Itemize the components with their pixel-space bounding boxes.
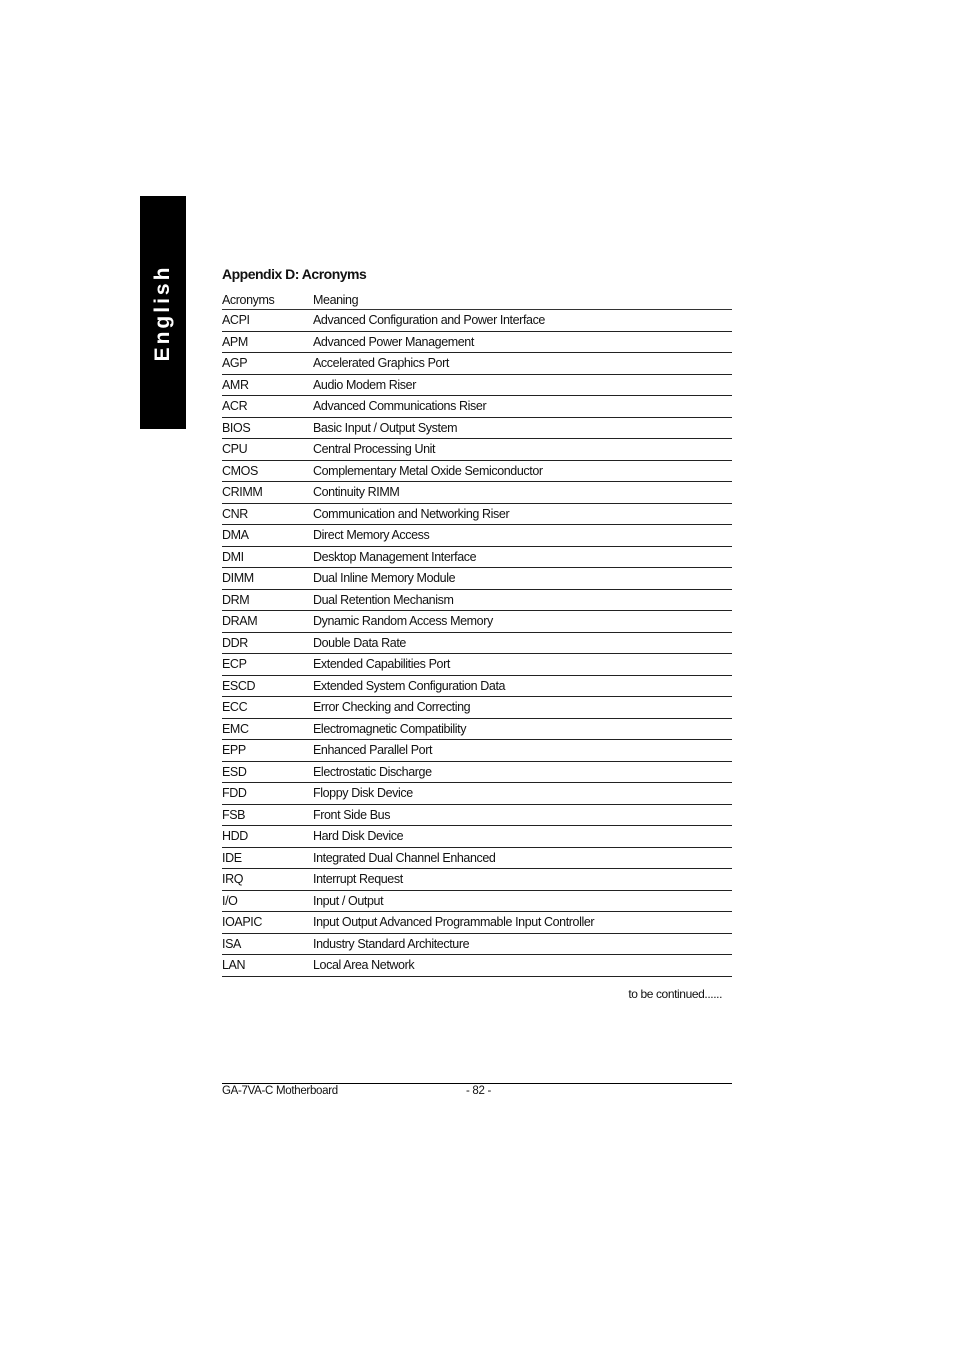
table-row xyxy=(222,654,732,676)
column-header-meaning: Meaning xyxy=(313,290,732,310)
table-row xyxy=(222,955,732,977)
meaning-cell: Continuity RIMM xyxy=(313,482,732,504)
meaning-cell: Integrated Dual Channel Enhanced xyxy=(313,847,732,869)
meaning-cell: Accelerated Graphics Port xyxy=(313,353,732,375)
acronym-cell: ACPI xyxy=(222,310,313,332)
table-row xyxy=(222,460,732,482)
table-row xyxy=(222,374,732,396)
meaning-cell: Enhanced Parallel Port xyxy=(313,740,732,762)
table-row xyxy=(222,697,732,719)
acronym-cell: ISA xyxy=(222,933,313,955)
acronym-cell: ACR xyxy=(222,396,313,418)
table-row xyxy=(222,869,732,891)
table-row xyxy=(222,568,732,590)
acronym-cell: LAN xyxy=(222,955,313,977)
meaning-cell: Advanced Communications Riser xyxy=(313,396,732,418)
acronym-cell: DRM xyxy=(222,589,313,611)
column-header-acronyms: Acronyms xyxy=(222,290,313,310)
table-row xyxy=(222,525,732,547)
meaning-cell: Hard Disk Device xyxy=(313,826,732,848)
meaning-cell: Complementary Metal Oxide Semiconductor xyxy=(313,460,732,482)
meaning-cell: Basic Input / Output System xyxy=(313,417,732,439)
acronym-cell: IDE xyxy=(222,847,313,869)
acronym-cell: IOAPIC xyxy=(222,912,313,934)
acronyms-table xyxy=(222,290,732,977)
meaning-cell: Floppy Disk Device xyxy=(313,783,732,805)
meaning-cell: Interrupt Request xyxy=(313,869,732,891)
meaning-cell: Electrostatic Discharge xyxy=(313,761,732,783)
acronym-cell: AMR xyxy=(222,374,313,396)
table-row xyxy=(222,804,732,826)
footer-page-number: - 82 - xyxy=(466,1085,492,1097)
table-row xyxy=(222,396,732,418)
table-row xyxy=(222,417,732,439)
meaning-cell: Desktop Management Interface xyxy=(313,546,732,568)
continued-note: to be continued...... xyxy=(628,987,722,1001)
table-row xyxy=(222,331,732,353)
acronym-cell: FDD xyxy=(222,783,313,805)
meaning-cell: Direct Memory Access xyxy=(313,525,732,547)
table-row xyxy=(222,353,732,375)
meaning-cell: Dual Retention Mechanism xyxy=(313,589,732,611)
acronym-cell: I/O xyxy=(222,890,313,912)
acronym-cell: EMC xyxy=(222,718,313,740)
acronym-cell: ESCD xyxy=(222,675,313,697)
side-tab-label: English xyxy=(151,264,174,362)
table-row xyxy=(222,310,732,332)
acronym-cell: AGP xyxy=(222,353,313,375)
acronym-cell: DDR xyxy=(222,632,313,654)
meaning-cell: Advanced Configuration and Power Interface xyxy=(313,310,732,332)
acronym-cell: CNR xyxy=(222,503,313,525)
language-side-tab xyxy=(140,196,186,429)
acronym-cell: DMI xyxy=(222,546,313,568)
meaning-cell: Front Side Bus xyxy=(313,804,732,826)
table-body xyxy=(222,310,732,977)
acronym-cell: DIMM xyxy=(222,568,313,590)
table-row xyxy=(222,718,732,740)
acronym-cell: DRAM xyxy=(222,611,313,633)
acronym-cell: FSB xyxy=(222,804,313,826)
table-row xyxy=(222,761,732,783)
acronym-cell: BIOS xyxy=(222,417,313,439)
acronym-cell: APM xyxy=(222,331,313,353)
acronym-cell: CPU xyxy=(222,439,313,461)
meaning-cell: Double Data Rate xyxy=(313,632,732,654)
meaning-cell: Electromagnetic Compatibility xyxy=(313,718,732,740)
meaning-cell: Advanced Power Management xyxy=(313,331,732,353)
meaning-cell: Communication and Networking Riser xyxy=(313,503,732,525)
acronym-cell: CRIMM xyxy=(222,482,313,504)
table-row xyxy=(222,546,732,568)
meaning-cell: Extended System Configuration Data xyxy=(313,675,732,697)
acronym-cell: ECC xyxy=(222,697,313,719)
acronym-cell: ESD xyxy=(222,761,313,783)
table-row xyxy=(222,675,732,697)
footer-model: GA-7VA-C Motherboard xyxy=(222,1085,338,1097)
meaning-cell: Central Processing Unit xyxy=(313,439,732,461)
meaning-cell: Dual Inline Memory Module xyxy=(313,568,732,590)
meaning-cell: Local Area Network xyxy=(313,955,732,977)
table-row xyxy=(222,439,732,461)
table-row xyxy=(222,847,732,869)
table-row xyxy=(222,783,732,805)
meaning-cell: Audio Modem Riser xyxy=(313,374,732,396)
meaning-cell: Industry Standard Architecture xyxy=(313,933,732,955)
meaning-cell: Error Checking and Correcting xyxy=(313,697,732,719)
acronym-cell: HDD xyxy=(222,826,313,848)
acronym-cell: DMA xyxy=(222,525,313,547)
table-row xyxy=(222,912,732,934)
acronym-cell: IRQ xyxy=(222,869,313,891)
footer-divider xyxy=(222,1083,732,1084)
table-row xyxy=(222,503,732,525)
meaning-cell: Dynamic Random Access Memory xyxy=(313,611,732,633)
table-header-row xyxy=(222,290,732,310)
meaning-cell: Extended Capabilities Port xyxy=(313,654,732,676)
table-row xyxy=(222,890,732,912)
acronym-cell: ECP xyxy=(222,654,313,676)
page-title: Appendix D: Acronyms xyxy=(222,266,367,282)
table-row xyxy=(222,482,732,504)
table-row xyxy=(222,589,732,611)
acronym-cell: EPP xyxy=(222,740,313,762)
table-row xyxy=(222,632,732,654)
table-row xyxy=(222,740,732,762)
meaning-cell: Input Output Advanced Programmable Input Controller xyxy=(313,912,732,934)
acronym-cell: CMOS xyxy=(222,460,313,482)
table-row xyxy=(222,933,732,955)
table-row xyxy=(222,826,732,848)
meaning-cell: Input / Output xyxy=(313,890,732,912)
table-row xyxy=(222,611,732,633)
